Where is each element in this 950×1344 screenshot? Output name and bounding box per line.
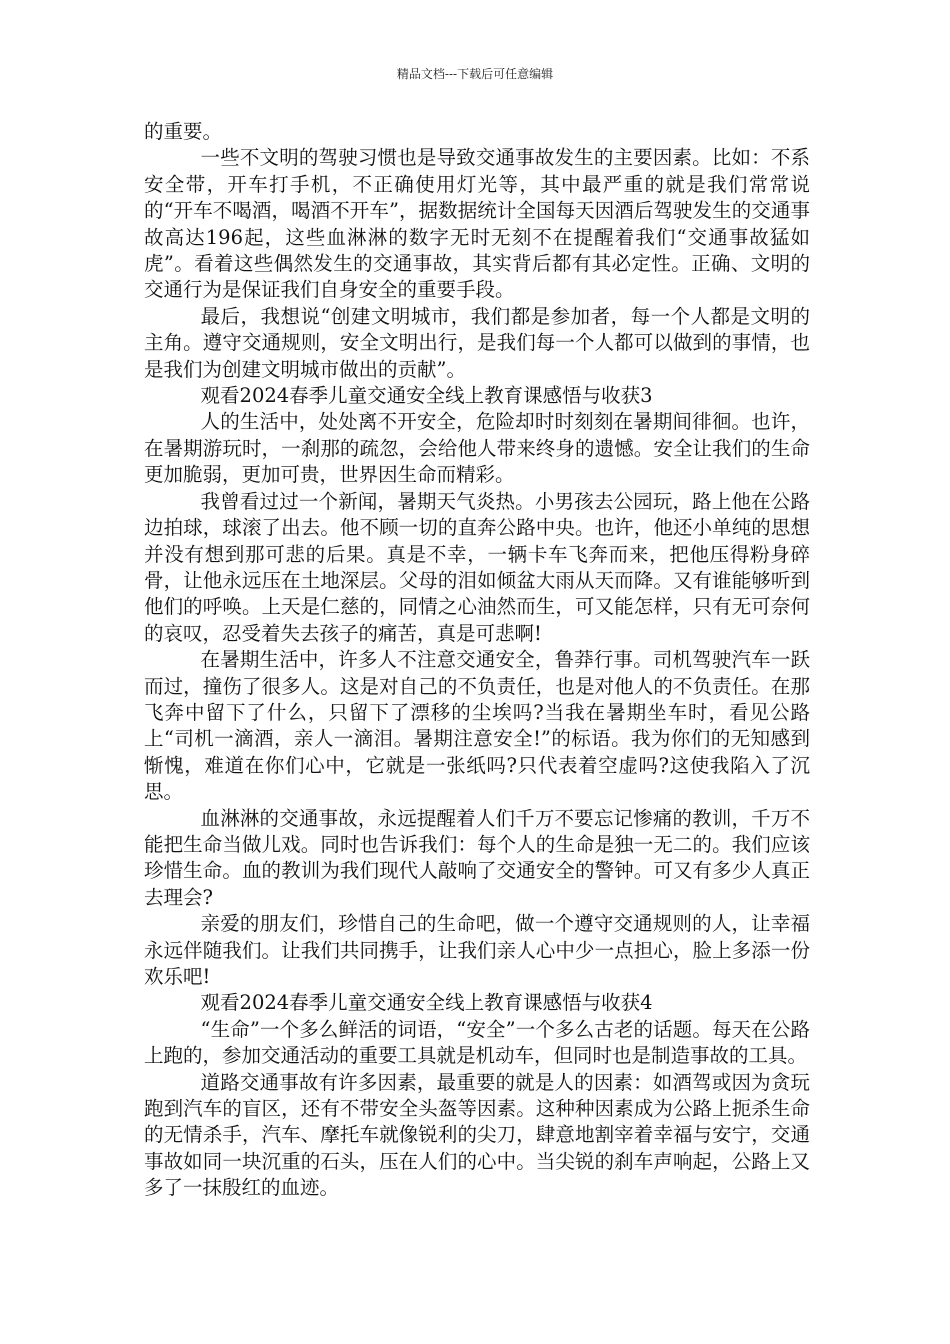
paragraph: 一些不文明的驾驶习惯也是导致交通事故发生的主要因素。比如：不系安全带，开车打手机，不正确使用灯光等，其中最严重的就是我们常常说的“开车不喝酒，喝酒不开车”，据数据统计全国每天因酒后驾驶发生的交通事故高达196起，这些血淋淋的数字无时无刻不在提醒着我们“交通事故猛如虎”。看着这些偶然发生的交通事故，其实背后都有其必定性。正确、文明的交通行为是保证我们自身安全的重要手段。 — [144, 146, 810, 302]
paragraph: 的重要。 — [144, 120, 223, 143]
paragraph: 最后，我想说“创建文明城市，我们都是参加者，每一个人都是文明的主角。遵守交通规则，安全文明出行，是我们每一个人都可以做到的事情，也是我们为创建文明城市做出的贡献”。 — [144, 304, 810, 381]
paragraph: 亲爱的朋友们，珍惜自己的生命吧，做一个遵守交通规则的人，让幸福永远伴随我们。让我们共同携手，让我们亲人心中少一点担心，脸上多添一份欢乐吧! — [144, 912, 810, 988]
paragraph: 在暑期生活中，许多人不注意交通安全，鲁莽行事。司机驾驶汽车一跃而过，撞伤了很多人。这是对自己的不负责任，也是对他人的不负责任。在那飞奔中留下了什么，只留下了漂移的尘埃吗?当我在暑期坐车时，看见公路上“司机一滴酒，亲人一滴泪。暑期注意安全!”的标语。我为你们的无知感到惭愧，难道在你们心中，它就是一张纸吗?只代表着空虚吗?这使我陷入了沉思。 — [144, 648, 810, 804]
section-heading: 观看2024春季儿童交通安全线上教育课感悟与收获4 — [200, 991, 653, 1015]
paragraph: 人的生活中，处处离不开安全，危险却时时刻刻在暑期间徘徊。也许，在暑期游玩时，一刹那的疏忽，会给他人带来终身的遗憾。安全让我们的生命更加脆弱，更加可贵，世界因生命而精彩。 — [144, 410, 810, 487]
paragraph: 道路交通事故有许多因素，最重要的就是人的因素：如酒驾或因为贪玩跑到汽车的盲区，还有不带安全头盔等因素。这种种因素成为公路上扼杀生命的无情杀手，汽车、摩托车就像锐利的尖刀，肆意地割宰着幸福与安宁，交通事故如同一块沉重的石头，压在人们的心中。当尖锐的刹车声响起，公路上又多了一抹殷红的血迹。 — [144, 1070, 810, 1200]
paragraph: 血淋淋的交通事故，永远提醒着人们千万不要忘记惨痛的教训，千万不能把生命当做儿戏。同时也告诉我们：每个人的生命是独一无二的。我们应该珍惜生命。血的教训为我们现代人敲响了交通安全的警钟。可又有多少人真正去理会? — [144, 806, 810, 909]
paragraph: 我曾看过过一个新闻，暑期天气炎热。小男孩去公园玩，路上他在公路边拍球，球滚了出去。他不顾一切的直奔公路中央。也许，他还小单纯的思想并没有想到那可悲的后果。真是不幸，一辆卡车飞奔而来，把他压得粉身碎骨，让他永远压在土地深层。父母的泪如倾盆大雨从天而降。又有谁能够听到他们的呼唤。上天是仁慈的，同情之心油然而生，可又能怎样，只有无可奈何的哀叹，忍受着失去孩子的痛苦，真是可悲啊! — [144, 489, 810, 645]
document-body — [144, 119, 810, 1202]
page-header: 精品文档---下载后可任意编辑 — [396, 67, 554, 81]
section-heading: 观看2024春季儿童交通安全线上教育课感悟与收获3 — [200, 384, 653, 408]
paragraph: “生命”一个多么鲜活的词语，“安全”一个多么古老的话题。每天在公路上跑的，参加交通活动的重要工具就是机动车，但同时也是制造事故的工具。 — [144, 1017, 810, 1068]
